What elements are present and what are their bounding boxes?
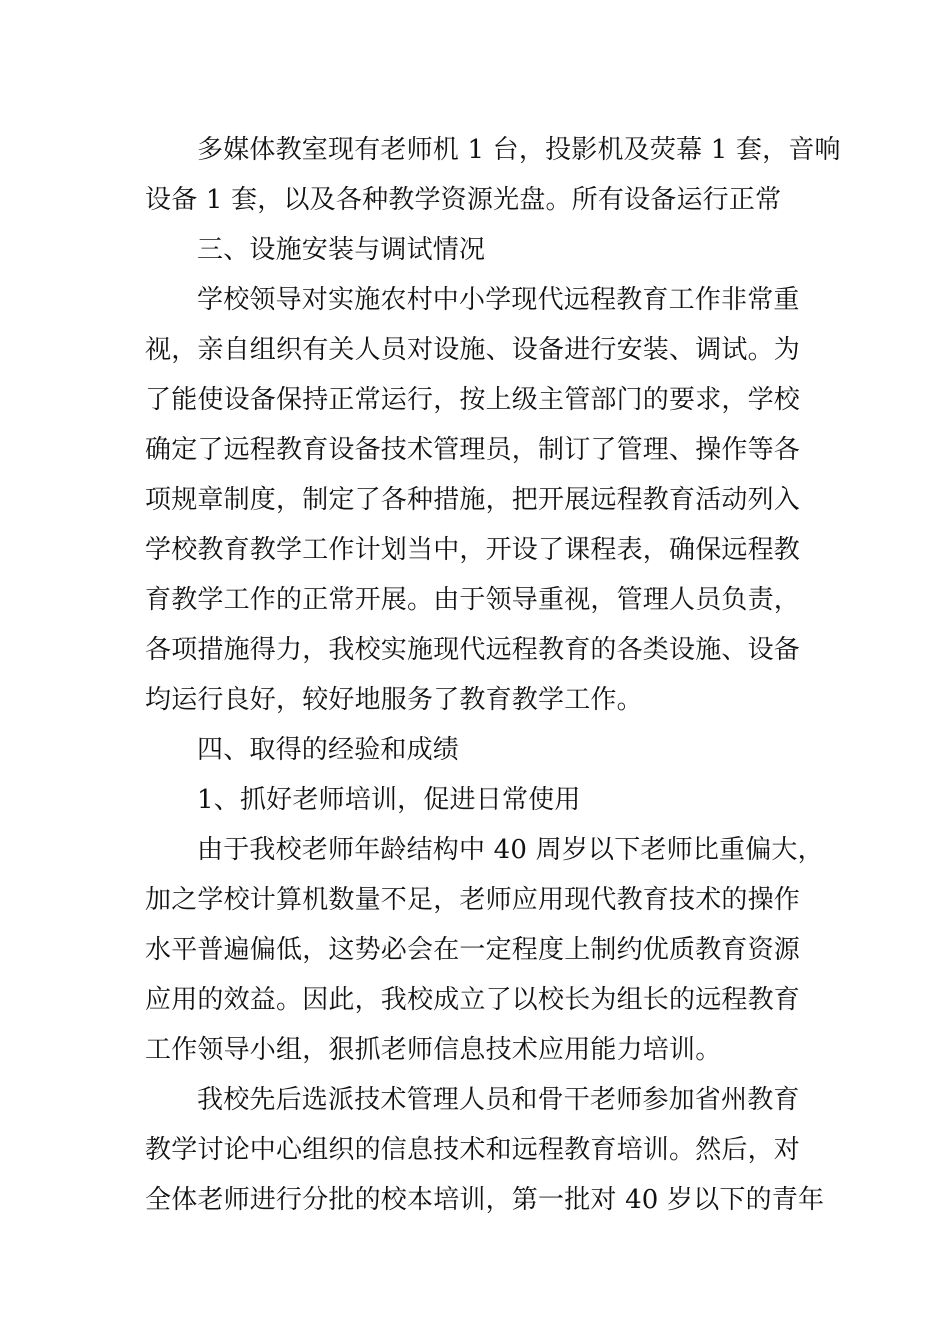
text-line: 学校领导对实施农村中小学现代远程教育工作非常重 — [197, 285, 800, 315]
text-line: 由于我校老师年龄结构中 40 周岁以下老师比重偏大， — [197, 835, 824, 865]
text-line: 各项措施得力，我校实施现代远程教育的各类设施、设备 — [145, 635, 801, 665]
text-line: 了能使设备保持正常运行，按上级主管部门的要求，学校 — [145, 385, 801, 415]
subsection-heading: 1、抓好老师培训，促进日常使用 — [197, 785, 581, 815]
text-line: 全体老师进行分批的校本培训，第一批对 40 岁以下的青年 — [145, 1185, 825, 1215]
text-line: 确定了远程教育设备技术管理员，制订了管理、操作等各 — [145, 435, 801, 465]
section-heading: 三、设施安装与调试情况 — [197, 235, 486, 265]
text-line: 育教学工作的正常开展。由于领导重视，管理人员负责， — [145, 585, 801, 615]
text-line: 均运行良好，较好地服务了教育教学工作。 — [145, 685, 643, 715]
text-line: 我校先后选派技术管理人员和骨干老师参加省州教育 — [197, 1085, 800, 1115]
text-line: 工作领导小组，狠抓老师信息技术应用能力培训。 — [145, 1035, 722, 1065]
text-line: 加之学校计算机数量不足，老师应用现代教育技术的操作 — [145, 885, 801, 915]
text-line: 学校教育教学工作计划当中，开设了课程表，确保远程教 — [145, 535, 801, 565]
text-line: 项规章制度，制定了各种措施，把开展远程教育活动列入 — [145, 485, 801, 515]
text-line: 应用的效益。因此，我校成立了以校长为组长的远程教育 — [145, 985, 801, 1015]
text-line: 水平普遍偏低，这势必会在一定程度上制约优质教育资源 — [145, 935, 801, 965]
section-heading: 四、取得的经验和成绩 — [197, 735, 460, 765]
text-line: 教学讨论中心组织的信息技术和远程教育培训。然后，对 — [145, 1135, 801, 1165]
text-line: 设备 1 套，以及各种教学资源光盘。所有设备运行正常 — [145, 185, 782, 215]
text-line: 多媒体教室现有老师机 1 台，投影机及荧幕 1 套，音响 — [197, 135, 841, 165]
text-line: 视，亲自组织有关人员对设施、设备进行安装、调试。为 — [145, 335, 801, 365]
